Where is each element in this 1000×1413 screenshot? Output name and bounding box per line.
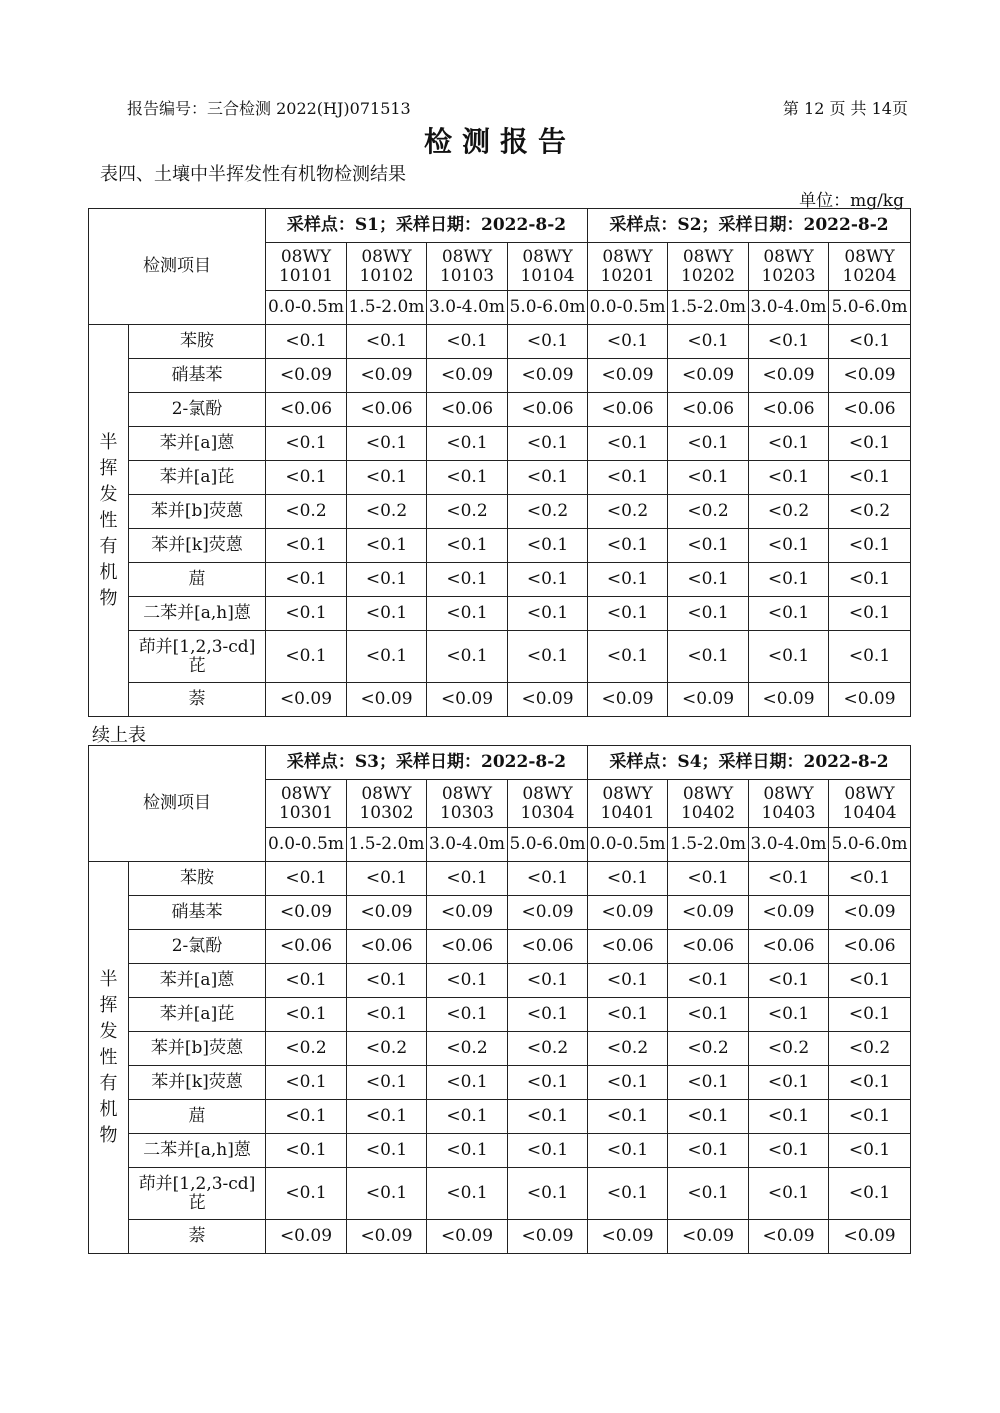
- result-value: <0.06: [266, 393, 347, 427]
- result-value: <0.09: [508, 683, 588, 717]
- sample-code: 08WY 10104: [508, 243, 588, 291]
- result-value: <0.06: [668, 393, 749, 427]
- table-row: [89, 597, 911, 631]
- result-value: <0.09: [829, 359, 911, 393]
- result-value: <0.09: [427, 896, 508, 930]
- result-value: <0.1: [427, 631, 508, 683]
- result-value: <0.06: [266, 930, 347, 964]
- result-value: <0.1: [749, 529, 829, 563]
- result-value: <0.06: [668, 930, 749, 964]
- item-name: 苯胺: [129, 862, 266, 896]
- sample-code: 08WY 10204: [829, 243, 911, 291]
- sample-depth: 1.5-2.0m: [347, 291, 427, 325]
- header-row-sites: [89, 209, 911, 243]
- table-row: [89, 563, 911, 597]
- result-value: <0.2: [668, 495, 749, 529]
- sample-depth: 1.5-2.0m: [668, 828, 749, 862]
- result-value: <0.1: [829, 998, 911, 1032]
- result-value: <0.09: [427, 683, 508, 717]
- result-value: <0.1: [266, 563, 347, 597]
- result-value: <0.09: [427, 359, 508, 393]
- result-value: <0.1: [588, 964, 668, 998]
- result-value: <0.1: [266, 461, 347, 495]
- result-value: <0.09: [749, 683, 829, 717]
- result-value: <0.2: [266, 1032, 347, 1066]
- table-row: [89, 964, 911, 998]
- result-value: <0.1: [266, 427, 347, 461]
- item-name: 茚并[1,2,3-cd] 芘: [129, 1168, 266, 1220]
- table-row: [89, 1134, 911, 1168]
- result-value: <0.09: [508, 896, 588, 930]
- item-name: 苯并[b]荧蒽: [129, 495, 266, 529]
- sample-code: 08WY 10401: [588, 780, 668, 828]
- result-value: <0.2: [347, 495, 427, 529]
- table-row: [89, 393, 911, 427]
- item-name: 萘: [129, 1220, 266, 1254]
- table-row: [89, 896, 911, 930]
- result-value: <0.1: [588, 325, 668, 359]
- result-value: <0.1: [427, 1100, 508, 1134]
- result-value: <0.1: [427, 1168, 508, 1220]
- result-value: <0.2: [588, 495, 668, 529]
- sample-depth: 3.0-4.0m: [749, 828, 829, 862]
- result-value: <0.1: [508, 427, 588, 461]
- result-value: <0.1: [347, 964, 427, 998]
- result-value: <0.1: [508, 964, 588, 998]
- result-value: <0.1: [508, 1134, 588, 1168]
- item-name: 苯并[a]蒽: [129, 964, 266, 998]
- result-value: <0.1: [427, 1066, 508, 1100]
- result-value: <0.2: [668, 1032, 749, 1066]
- site-header: 采样点：S4；采样日期：2022-8-2: [588, 746, 911, 780]
- item-name: 苯并[b]荧蒽: [129, 1032, 266, 1066]
- result-value: <0.1: [749, 325, 829, 359]
- result-value: <0.1: [508, 1066, 588, 1100]
- result-value: <0.1: [266, 529, 347, 563]
- result-value: <0.09: [829, 1220, 911, 1254]
- result-value: <0.1: [588, 1134, 668, 1168]
- result-value: <0.1: [427, 998, 508, 1032]
- sample-code: 08WY 10201: [588, 243, 668, 291]
- result-value: <0.1: [829, 1100, 911, 1134]
- result-value: <0.1: [266, 1066, 347, 1100]
- sample-depth: 1.5-2.0m: [668, 291, 749, 325]
- result-value: <0.1: [347, 862, 427, 896]
- table-row: [89, 427, 911, 461]
- result-value: <0.1: [347, 427, 427, 461]
- result-value: <0.1: [427, 1134, 508, 1168]
- result-value: <0.1: [347, 1100, 427, 1134]
- result-value: <0.09: [266, 359, 347, 393]
- result-value: <0.1: [508, 631, 588, 683]
- page-title: 检测报告: [423, 125, 576, 158]
- result-value: <0.1: [588, 862, 668, 896]
- result-value: <0.1: [347, 325, 427, 359]
- result-value: <0.1: [749, 631, 829, 683]
- result-value: <0.1: [427, 427, 508, 461]
- site-header: 采样点：S1；采样日期：2022-8-2: [266, 209, 588, 243]
- table-row: [89, 1220, 911, 1254]
- item-name: 二苯并[a,h]蒽: [129, 1134, 266, 1168]
- item-name: 茚并[1,2,3-cd] 芘: [129, 631, 266, 683]
- result-value: <0.1: [588, 563, 668, 597]
- result-value: <0.2: [829, 495, 911, 529]
- result-value: <0.1: [427, 461, 508, 495]
- result-value: <0.1: [347, 461, 427, 495]
- result-value: <0.1: [829, 597, 911, 631]
- site-header: 采样点：S3；采样日期：2022-8-2: [266, 746, 588, 780]
- result-value: <0.09: [588, 1220, 668, 1254]
- result-value: <0.2: [508, 1032, 588, 1066]
- result-value: <0.09: [347, 896, 427, 930]
- item-name: 苯并[a]芘: [129, 461, 266, 495]
- result-value: <0.1: [427, 325, 508, 359]
- site-header: 采样点：S2；采样日期：2022-8-2: [588, 209, 911, 243]
- sample-code: 08WY 10404: [829, 780, 911, 828]
- sample-depth: 5.0-6.0m: [829, 291, 911, 325]
- sample-depth: 5.0-6.0m: [829, 828, 911, 862]
- result-value: <0.09: [668, 896, 749, 930]
- result-value: <0.1: [668, 1168, 749, 1220]
- result-value: <0.1: [347, 631, 427, 683]
- result-value: <0.1: [668, 597, 749, 631]
- item-name: 苯并[k]荧蒽: [129, 1066, 266, 1100]
- table-row: [89, 461, 911, 495]
- result-value: <0.1: [588, 461, 668, 495]
- result-value: <0.09: [749, 1220, 829, 1254]
- sample-code: 08WY 10303: [427, 780, 508, 828]
- result-value: <0.1: [508, 563, 588, 597]
- result-value: <0.1: [668, 1100, 749, 1134]
- result-value: <0.09: [266, 896, 347, 930]
- table-row: [89, 359, 911, 393]
- item-name: 苯并[a]蒽: [129, 427, 266, 461]
- result-value: <0.1: [668, 1134, 749, 1168]
- sample-code: 08WY 10301: [266, 780, 347, 828]
- result-value: <0.1: [347, 1134, 427, 1168]
- result-value: <0.1: [266, 998, 347, 1032]
- result-value: <0.1: [668, 563, 749, 597]
- result-value: <0.1: [427, 964, 508, 998]
- result-value: <0.1: [749, 1066, 829, 1100]
- result-value: <0.1: [829, 1134, 911, 1168]
- result-value: <0.1: [668, 427, 749, 461]
- result-value: <0.1: [266, 1168, 347, 1220]
- result-value: <0.06: [508, 930, 588, 964]
- sample-depth: 5.0-6.0m: [508, 828, 588, 862]
- header-row-sites: [89, 746, 911, 780]
- table-row: [89, 529, 911, 563]
- result-value: <0.1: [588, 427, 668, 461]
- result-value: <0.06: [508, 393, 588, 427]
- result-value: <0.09: [829, 683, 911, 717]
- result-value: <0.09: [588, 683, 668, 717]
- result-value: <0.1: [749, 461, 829, 495]
- table-row: [89, 495, 911, 529]
- unit-label: 单位：mg/kg: [799, 191, 904, 211]
- result-value: <0.06: [427, 930, 508, 964]
- item-name: 苯并[a]芘: [129, 998, 266, 1032]
- result-value: <0.1: [829, 427, 911, 461]
- result-value: <0.1: [266, 1134, 347, 1168]
- results-table-1: [88, 208, 911, 717]
- result-value: <0.1: [588, 1066, 668, 1100]
- result-value: <0.1: [829, 1168, 911, 1220]
- result-value: <0.06: [347, 393, 427, 427]
- category-label: 半 挥 发 性 有 机 物: [89, 862, 129, 1254]
- result-value: <0.1: [347, 998, 427, 1032]
- result-value: <0.2: [508, 495, 588, 529]
- item-name: 䓛: [129, 1100, 266, 1134]
- table-caption: 表四、土壤中半挥发性有机物检测结果: [100, 164, 406, 185]
- report-number: 报告编号：三合检测 2022(HJ)071513: [127, 99, 411, 118]
- result-value: <0.1: [427, 563, 508, 597]
- result-value: <0.1: [829, 529, 911, 563]
- result-value: <0.1: [427, 597, 508, 631]
- result-value: <0.1: [749, 1134, 829, 1168]
- sample-code: 08WY 10202: [668, 243, 749, 291]
- result-value: <0.09: [749, 896, 829, 930]
- result-value: <0.1: [508, 529, 588, 563]
- result-value: <0.1: [266, 631, 347, 683]
- result-value: <0.1: [427, 529, 508, 563]
- item-column-header: 检测项目: [89, 209, 266, 325]
- result-value: <0.1: [829, 1066, 911, 1100]
- result-value: <0.06: [829, 393, 911, 427]
- sample-code: 08WY 10203: [749, 243, 829, 291]
- result-value: <0.2: [588, 1032, 668, 1066]
- result-value: <0.1: [829, 631, 911, 683]
- table-row: [89, 1032, 911, 1066]
- result-value: <0.1: [829, 461, 911, 495]
- sample-code: 08WY 10101: [266, 243, 347, 291]
- result-value: <0.09: [588, 359, 668, 393]
- sample-depth: 5.0-6.0m: [508, 291, 588, 325]
- result-value: <0.1: [588, 529, 668, 563]
- result-value: <0.1: [508, 862, 588, 896]
- result-value: <0.09: [508, 359, 588, 393]
- result-value: <0.1: [266, 597, 347, 631]
- result-value: <0.1: [668, 862, 749, 896]
- sample-depth: 3.0-4.0m: [749, 291, 829, 325]
- sample-code: 08WY 10304: [508, 780, 588, 828]
- result-value: <0.1: [508, 461, 588, 495]
- result-value: <0.1: [668, 1066, 749, 1100]
- result-value: <0.09: [588, 896, 668, 930]
- table-row: [89, 1100, 911, 1134]
- table-row: [89, 683, 911, 717]
- item-name: 硝基苯: [129, 359, 266, 393]
- result-value: <0.1: [749, 427, 829, 461]
- result-value: <0.09: [749, 359, 829, 393]
- sample-code: 08WY 10402: [668, 780, 749, 828]
- category-label: 半 挥 发 性 有 机 物: [89, 325, 129, 717]
- result-value: <0.1: [588, 1168, 668, 1220]
- result-value: <0.1: [347, 563, 427, 597]
- result-value: <0.06: [427, 393, 508, 427]
- result-value: <0.1: [588, 631, 668, 683]
- result-value: <0.1: [829, 862, 911, 896]
- result-value: <0.06: [749, 930, 829, 964]
- result-value: <0.1: [508, 1100, 588, 1134]
- sample-depth: 3.0-4.0m: [427, 291, 508, 325]
- sample-depth: 0.0-0.5m: [266, 828, 347, 862]
- result-value: <0.2: [427, 1032, 508, 1066]
- sample-code: 08WY 10302: [347, 780, 427, 828]
- result-value: <0.1: [668, 964, 749, 998]
- result-value: <0.1: [749, 998, 829, 1032]
- continued-label: 续上表: [92, 725, 146, 746]
- result-value: <0.09: [347, 683, 427, 717]
- sample-depth: 3.0-4.0m: [427, 828, 508, 862]
- table-row: [89, 325, 911, 359]
- sample-code: 08WY 10102: [347, 243, 427, 291]
- result-value: <0.1: [266, 1100, 347, 1134]
- sample-depth: 0.0-0.5m: [588, 828, 668, 862]
- result-value: <0.1: [668, 631, 749, 683]
- result-value: <0.1: [749, 862, 829, 896]
- sample-depth: 0.0-0.5m: [588, 291, 668, 325]
- result-value: <0.1: [347, 1066, 427, 1100]
- result-value: <0.2: [749, 495, 829, 529]
- result-value: <0.1: [508, 1168, 588, 1220]
- result-value: <0.09: [508, 1220, 588, 1254]
- sample-code: 08WY 10103: [427, 243, 508, 291]
- item-name: 2-氯酚: [129, 393, 266, 427]
- result-value: <0.1: [668, 529, 749, 563]
- result-value: <0.09: [347, 1220, 427, 1254]
- result-value: <0.1: [749, 563, 829, 597]
- table-row: [89, 1066, 911, 1100]
- result-value: <0.1: [829, 325, 911, 359]
- sample-depth: 1.5-2.0m: [347, 828, 427, 862]
- item-name: 2-氯酚: [129, 930, 266, 964]
- result-value: <0.09: [347, 359, 427, 393]
- result-value: <0.1: [347, 1168, 427, 1220]
- item-column-header: 检测项目: [89, 746, 266, 862]
- result-value: <0.09: [829, 896, 911, 930]
- result-value: <0.06: [588, 930, 668, 964]
- result-value: <0.06: [829, 930, 911, 964]
- result-value: <0.1: [829, 964, 911, 998]
- result-value: <0.1: [668, 325, 749, 359]
- result-value: <0.1: [749, 597, 829, 631]
- result-value: <0.09: [266, 1220, 347, 1254]
- item-name: 二苯并[a,h]蒽: [129, 597, 266, 631]
- result-value: <0.06: [749, 393, 829, 427]
- result-value: <0.1: [508, 325, 588, 359]
- item-name: 硝基苯: [129, 896, 266, 930]
- table-row: [89, 930, 911, 964]
- result-value: <0.2: [266, 495, 347, 529]
- result-value: <0.09: [668, 683, 749, 717]
- result-value: <0.09: [427, 1220, 508, 1254]
- sample-code: 08WY 10403: [749, 780, 829, 828]
- sample-depth: 0.0-0.5m: [266, 291, 347, 325]
- table-row: [89, 631, 911, 683]
- result-value: <0.06: [347, 930, 427, 964]
- result-value: <0.2: [427, 495, 508, 529]
- result-value: <0.1: [829, 563, 911, 597]
- results-table-2: [88, 745, 911, 1254]
- result-value: <0.1: [266, 862, 347, 896]
- table-row: [89, 862, 911, 896]
- result-value: <0.1: [668, 998, 749, 1032]
- result-value: <0.1: [508, 998, 588, 1032]
- result-value: <0.1: [588, 597, 668, 631]
- result-value: <0.1: [749, 1168, 829, 1220]
- result-value: <0.2: [347, 1032, 427, 1066]
- result-value: <0.09: [266, 683, 347, 717]
- item-name: 䓛: [129, 563, 266, 597]
- result-value: <0.1: [668, 461, 749, 495]
- result-value: <0.1: [749, 1100, 829, 1134]
- result-value: <0.09: [668, 359, 749, 393]
- item-name: 苯胺: [129, 325, 266, 359]
- result-value: <0.2: [829, 1032, 911, 1066]
- result-value: <0.1: [508, 597, 588, 631]
- result-value: <0.1: [427, 862, 508, 896]
- result-value: <0.1: [347, 597, 427, 631]
- result-value: <0.1: [266, 964, 347, 998]
- result-value: <0.09: [668, 1220, 749, 1254]
- result-value: <0.1: [749, 964, 829, 998]
- page-number: 第 12 页 共 14页: [782, 99, 908, 118]
- result-value: <0.1: [588, 1100, 668, 1134]
- table-row: [89, 1168, 911, 1220]
- result-value: <0.1: [266, 325, 347, 359]
- result-value: <0.1: [588, 998, 668, 1032]
- result-value: <0.06: [588, 393, 668, 427]
- table-row: [89, 998, 911, 1032]
- result-value: <0.2: [749, 1032, 829, 1066]
- result-value: <0.1: [347, 529, 427, 563]
- item-name: 萘: [129, 683, 266, 717]
- item-name: 苯并[k]荧蒽: [129, 529, 266, 563]
